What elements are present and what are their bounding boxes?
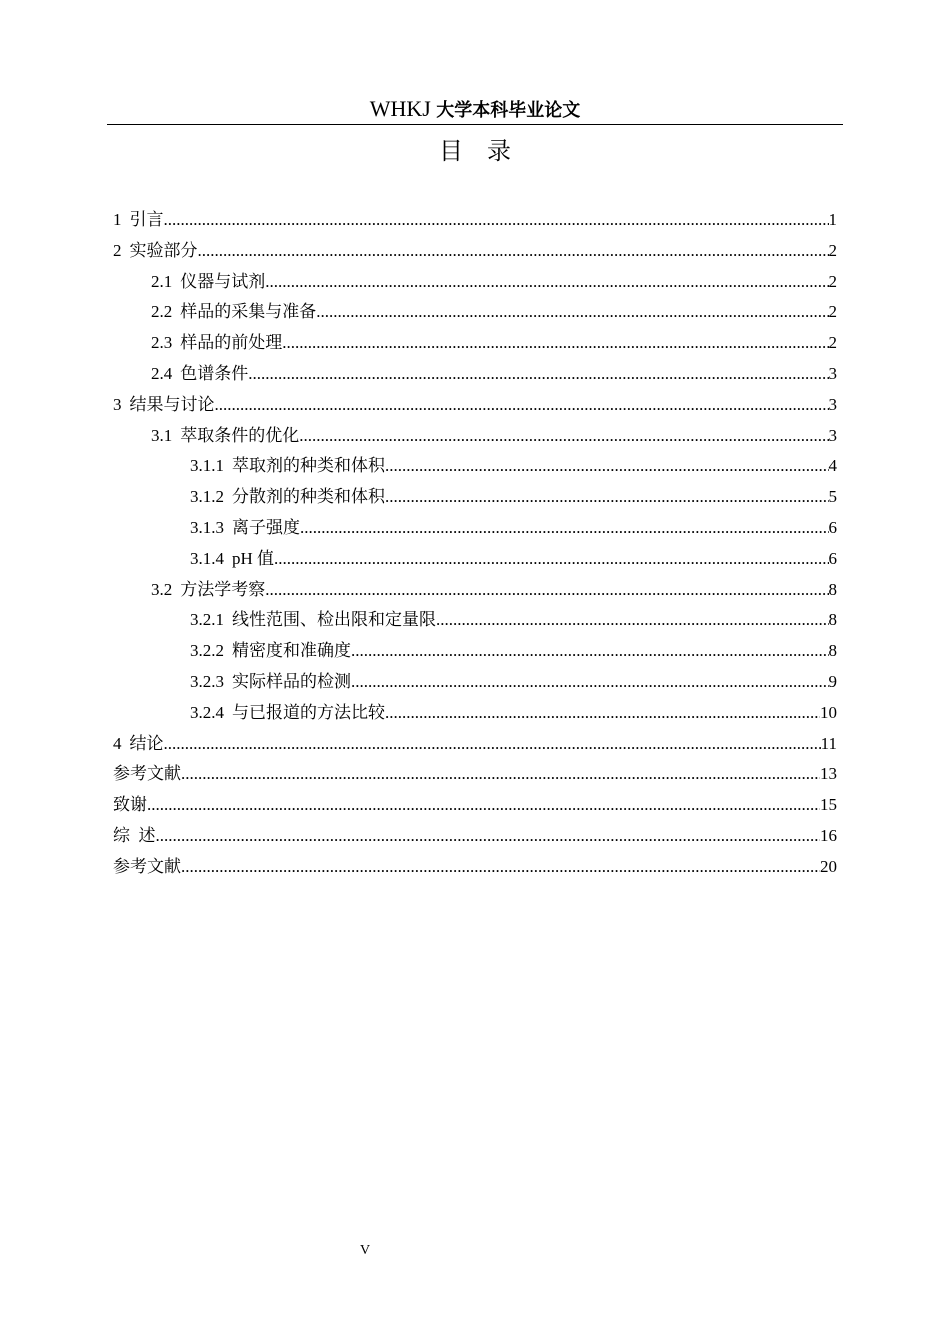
header-university: WHKJ [369,96,431,121]
toc-entry[interactable] [113,852,837,883]
toc-entry-label [190,513,300,544]
toc-entry-number: 2.1 [151,271,173,291]
toc-entry-page: 3 [828,394,837,414]
toc-entry-number: 3.1.1 [190,456,224,476]
toc-leader-dots [164,729,821,760]
toc-entry[interactable] [113,451,837,482]
toc-entry-page: 6 [828,517,837,537]
toc-entry-label [190,482,385,513]
toc-entry-number: 3 [113,394,122,414]
toc-leader-dots [248,359,828,390]
toc-entry[interactable] [113,821,837,852]
toc-entry-text: pH 值 [232,548,275,568]
toc-entry-text: 线性范围、检出限和定量限 [232,610,436,630]
toc-leader-dots [164,205,829,236]
toc-entry-label [190,667,351,698]
toc-entry-number: 3.1.4 [190,548,224,568]
toc-title: 目录 [439,137,535,165]
toc-entry-label [151,359,248,390]
toc-entry[interactable] [113,421,837,452]
toc-entry[interactable] [113,328,837,359]
toc-leader-dots [265,575,828,606]
toc-entry-number: 3.2.1 [190,610,224,630]
toc-entry[interactable] [113,482,837,513]
toc-entry-text: 样品的前处理 [180,333,283,353]
toc-leader-dots [299,421,828,452]
toc-entry-number: 2.2 [151,302,173,322]
toc-entry-label [113,236,198,267]
toc-entry-number: 2 [113,240,122,260]
toc-entry[interactable] [113,236,837,267]
toc-entry-number: 1 [113,210,122,229]
toc-entry[interactable] [113,390,837,421]
running-header [107,94,843,125]
toc-entry-label [190,451,385,482]
toc-entry[interactable] [113,667,837,698]
toc-entry-number: 3.2.2 [190,641,224,661]
toc-entry-page: 2 [828,333,837,353]
toc-entry-label [113,205,164,236]
toc-entry[interactable] [113,205,837,236]
toc-entry-text: 参考文献 [113,856,181,876]
toc-entry-number: 3.1.3 [190,517,224,537]
toc-entry[interactable] [113,267,837,298]
toc-entry-text: 致谢 [113,795,147,815]
toc-entry-page: 8 [828,610,837,630]
toc-entry-number: 2.3 [151,333,173,353]
toc-entry-label [113,729,164,760]
toc-entry-text: 离子强度 [232,517,300,537]
toc-entry[interactable] [113,759,837,790]
toc-entry-text: 精密度和准确度 [232,641,351,661]
toc-entry-text: 分散剂的种类和体积 [232,487,385,507]
toc-entry-page: 4 [828,456,837,476]
toc-entry-page: 2 [828,271,837,291]
toc-entry-number: 3.2.4 [190,702,224,722]
toc-entry-page: 8 [828,579,837,599]
toc-entry[interactable] [113,575,837,606]
toc-entry[interactable] [113,297,837,328]
toc-entry-text: 引言 [129,210,164,229]
toc-leader-dots [274,544,828,575]
table-of-contents [113,205,837,883]
toc-leader-dots [181,759,820,790]
toc-leader-dots [181,852,820,883]
toc-entry-page: 11 [820,733,837,753]
toc-entry-page: 6 [828,548,837,568]
toc-entry-text: 萃取条件的优化 [180,425,300,445]
toc-entry-text: 实验部分 [129,240,198,260]
toc-entry-label [190,544,274,575]
toc-entry-label [113,390,215,421]
toc-entry-label [113,759,181,790]
toc-entry[interactable] [113,544,837,575]
toc-leader-dots [215,390,829,421]
toc-entry-text: 色谱条件 [180,363,249,383]
toc-leader-dots [265,267,828,298]
toc-entry-text: 与已报道的方法比较 [232,702,385,722]
toc-entry-page: 2 [828,302,837,322]
toc-entry-number: 2.4 [151,363,173,383]
header-thesis-type: 大学本科毕业论文 [436,100,581,121]
toc-entry-page: 10 [820,702,837,722]
toc-leader-dots [436,605,829,636]
toc-leader-dots [351,667,829,698]
toc-entry-text: 样品的采集与准备 [180,302,317,322]
toc-entry-number: 3.2.3 [190,671,224,691]
toc-entry-label [151,421,299,452]
toc-leader-dots [385,698,820,729]
toc-entry-label [113,790,147,821]
toc-leader-dots [198,236,829,267]
toc-entry-page: 8 [828,641,837,661]
toc-leader-dots [156,821,821,852]
toc-entry-page: 3 [828,425,837,445]
toc-leader-dots [300,513,829,544]
toc-entry[interactable] [113,636,837,667]
toc-entry-page: 9 [828,671,837,691]
toc-entry-label [113,821,156,852]
toc-entry-label [151,328,282,359]
toc-entry-label [151,297,316,328]
toc-entry[interactable] [113,513,837,544]
toc-entry[interactable] [113,359,837,390]
toc-entry-label [190,698,385,729]
toc-entry-page: 16 [820,825,837,845]
toc-entry-number: 3.1.2 [190,487,224,507]
toc-entry-text: 结果与讨论 [129,394,215,414]
page-number: V [359,1243,371,1258]
toc-entry-label [151,575,265,606]
toc-entry-page: 2 [828,240,837,260]
toc-leader-dots [385,482,829,513]
toc-entry[interactable] [113,605,837,636]
toc-leader-dots [351,636,829,667]
toc-entry[interactable] [113,729,837,760]
toc-entry-label [113,852,181,883]
toc-entry-text: 仪器与试剂 [180,271,266,291]
toc-entry-text: 结论 [129,733,164,753]
toc-entry-page: 20 [820,856,837,876]
toc-entry-text: 综 述 [113,825,156,845]
toc-leader-dots [147,790,820,821]
toc-entry-label [190,605,436,636]
toc-entry-page: 3 [828,363,837,383]
toc-leader-dots [316,297,828,328]
toc-entry-text: 萃取剂的种类和体积 [232,456,385,476]
toc-leader-dots [385,451,829,482]
toc-entry-number: 4 [113,733,122,753]
toc-entry-number: 3.1 [151,425,173,445]
toc-entry-label [190,636,351,667]
toc-leader-dots [282,328,828,359]
toc-entry-page: 5 [828,487,837,507]
toc-entry-label [151,267,265,298]
toc-entry-number: 3.2 [151,579,173,599]
toc-entry-text: 实际样品的检测 [232,671,351,691]
toc-entry-page: 13 [820,764,837,784]
toc-entry-page: 1 [828,210,837,229]
toc-entry-text: 方法学考察 [180,579,266,599]
toc-entry-page: 15 [820,795,837,815]
toc-entry-text: 参考文献 [113,764,181,784]
toc-entry[interactable] [113,790,837,821]
toc-entry[interactable] [113,698,837,729]
